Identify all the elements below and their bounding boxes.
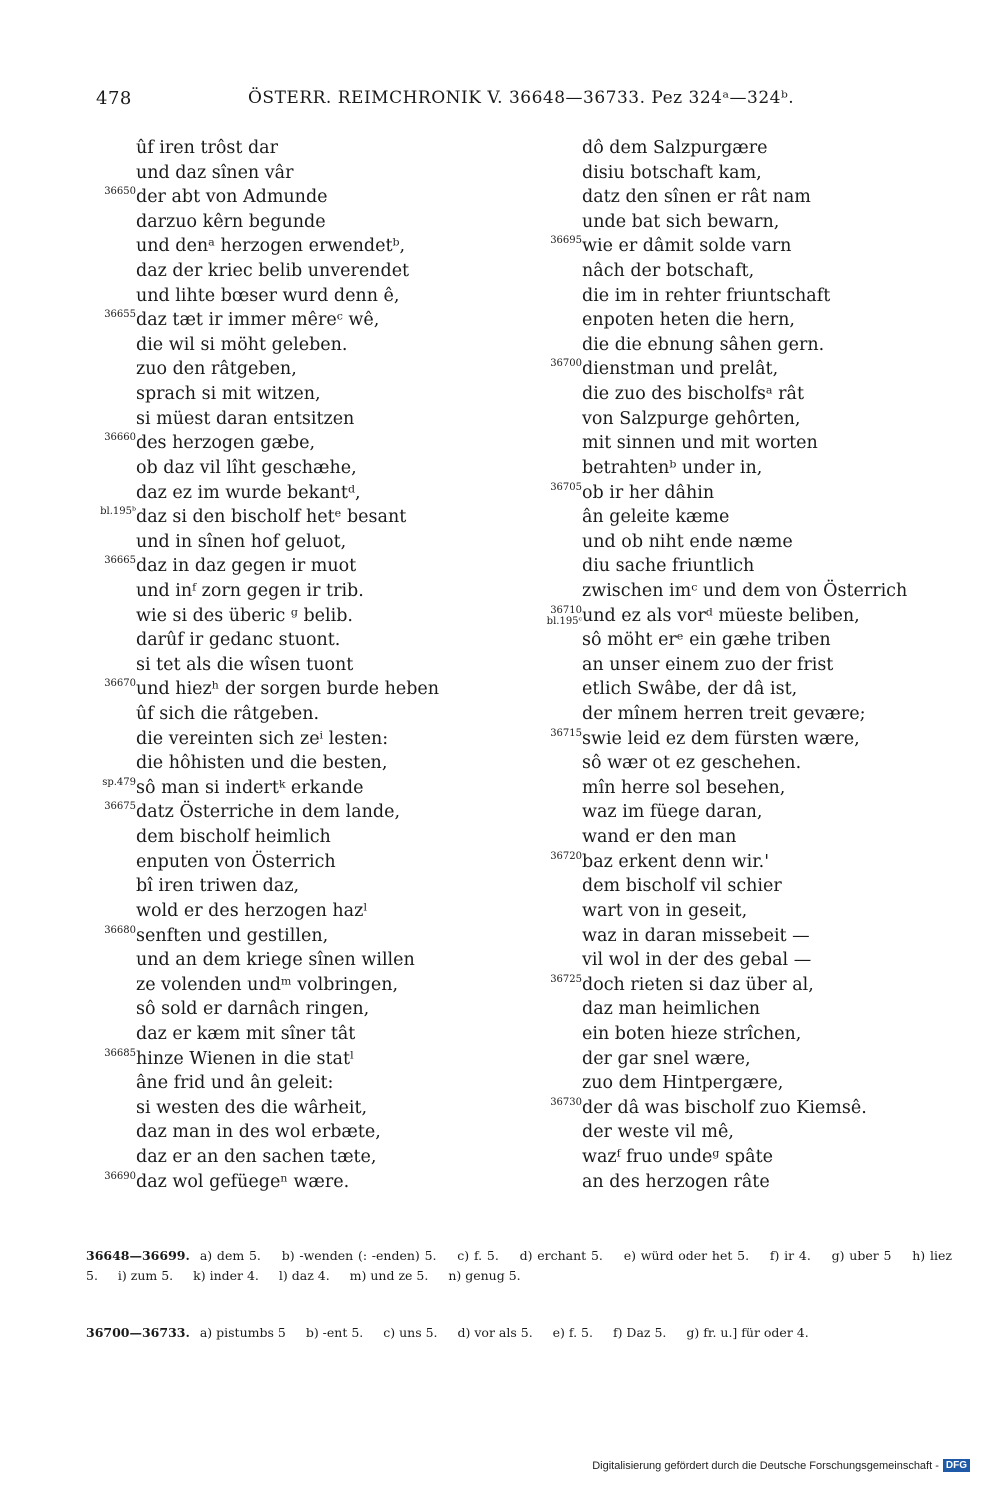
verse-text: und ob niht ende næme [582, 531, 793, 552]
verse-line [86, 136, 486, 161]
verse-line [532, 776, 952, 801]
line-number: 36695 [550, 235, 582, 247]
verse-text: zuo den râtgeben, [136, 359, 297, 380]
line-number: bl.195ᵇ [100, 506, 136, 518]
verse-line [86, 628, 486, 653]
verse-line [86, 751, 486, 776]
verse-text: ûf sich die râtgeben. [136, 704, 320, 725]
verse-line [532, 1022, 952, 1047]
verse-text: daz si den bischolf hetᵉ besant [136, 507, 407, 528]
verse-line [532, 727, 952, 752]
verse-text: daz er an den sachen tæte, [136, 1146, 377, 1167]
line-number: 36655 [104, 309, 136, 321]
verse-text: dienstman und prelât, [582, 359, 779, 380]
verse-text: an unser einem zuo der frist [582, 654, 834, 675]
verse-line [86, 210, 486, 235]
verse-text: datz den sînen er rât nam [582, 187, 811, 208]
line-number: 36700 [550, 358, 582, 370]
verse-text: ze volenden undᵐ volbringen, [136, 974, 399, 995]
verse-line [86, 800, 486, 825]
verse-line [86, 874, 486, 899]
line-number: 36705 [550, 481, 582, 493]
verse-text: zwischen imᶜ und dem von Österrich [582, 580, 908, 601]
line-number: 36650 [104, 186, 136, 198]
verse-text: darûf ir gedanc stuont. [136, 630, 341, 651]
verse-text: dem bischolf heimlich [136, 827, 331, 848]
verse-line [86, 1145, 486, 1170]
verse-line [532, 579, 952, 604]
verse-text: wold er des herzogen hazˡ [136, 900, 368, 921]
apparatus-note: g) fr. u.] für oder 4. [686, 1325, 809, 1340]
verse-text: des herzogen gæbe, [136, 433, 316, 454]
verse-text: daz in daz gegen ir muot [136, 556, 357, 577]
verse-text: der abt von Admunde [136, 187, 328, 208]
verse-line [86, 850, 486, 875]
verse-text: und inᶠ zorn gegen ir trib. [136, 580, 364, 601]
verse-text: waz im füege daran, [582, 802, 763, 823]
line-number: 36690 [104, 1170, 136, 1182]
verse-text: und an dem kriege sînen willen [136, 950, 415, 971]
verse-text: nâch der botschaft, [582, 261, 755, 282]
verse-text: und in sînen hof geluot, [136, 531, 347, 552]
verse-text: sprach si mit witzen, [136, 384, 321, 405]
verse-text: daz der kriec belib unverendet [136, 261, 410, 282]
running-title: ÖSTERR. REIMCHRONIK V. 36648—36733. Pez 324ᵃ—324ᵇ. [248, 88, 795, 108]
apparatus-note: c) uns 5. [383, 1325, 438, 1340]
verse-line [532, 997, 952, 1022]
verse-line [532, 505, 952, 530]
apparatus-note: m) und ze 5. [349, 1268, 429, 1283]
right-verse-column [532, 136, 952, 1194]
apparatus-note: c) f. 5. [457, 1248, 499, 1263]
apparatus-note: b) -ent 5. [305, 1325, 364, 1340]
verse-text: si tet als die wîsen tuont [136, 654, 354, 675]
verse-text: mîn herre sol besehen, [582, 777, 786, 798]
verse-line [86, 456, 486, 481]
verse-text: die die ebnung sâhen gern. [582, 334, 825, 355]
apparatus-note: d) erchant 5. [519, 1248, 603, 1263]
verse-text: ein boten hieze strîchen, [582, 1023, 802, 1044]
verse-text: âne frid und ân geleit: [136, 1073, 334, 1094]
verse-text: wazᶠ fruo undeᵍ spâte [582, 1146, 773, 1167]
verse-text: baz erkent denn wir.' [582, 851, 770, 872]
line-number: 36685 [104, 1047, 136, 1059]
verse-line [532, 1047, 952, 1072]
verse-line [86, 1047, 486, 1072]
verse-text: ob ir her dâhin [582, 482, 715, 503]
apparatus-note: a) pistumbs 5 [199, 1325, 286, 1340]
apparatus-note: e) f. 5. [552, 1325, 593, 1340]
verse-text: von Salzpurge gehôrten, [582, 408, 801, 429]
verse-text: vil wol in der des gebal — [582, 950, 812, 971]
verse-text: sô wær ot ez geschehen. [582, 753, 802, 774]
verse-text: der dâ was bischolf zuo Kiemsê. [582, 1097, 867, 1118]
verse-line [86, 727, 486, 752]
apparatus-note: f) ir 4. [769, 1248, 811, 1263]
line-number: 36710 bl.195ᶜ [546, 604, 582, 627]
verse-line [532, 1170, 952, 1195]
verse-text: der mînem herren treit gevære; [582, 704, 866, 725]
verse-line [86, 284, 486, 309]
verse-line [532, 382, 952, 407]
verse-text: und denᵃ herzogen erwendetᵇ, [136, 236, 406, 257]
verse-line [86, 1022, 486, 1047]
verse-text: disiu botschaft kam, [582, 162, 762, 183]
critical-apparatus-block [86, 1246, 952, 1286]
verse-line [86, 1120, 486, 1145]
verse-line [532, 210, 952, 235]
verse-line [86, 382, 486, 407]
verse-line [532, 234, 952, 259]
verse-line [532, 751, 952, 776]
verse-text: daz wol gefüegeⁿ wære. [136, 1171, 350, 1192]
verse-text: datz Österriche in dem lande, [136, 802, 401, 823]
running-header [96, 88, 850, 116]
verse-line [532, 628, 952, 653]
line-number: 36715 [550, 727, 582, 739]
verse-text: sô man si indertᵏ erkande [136, 777, 364, 798]
line-number: 36665 [104, 555, 136, 567]
verse-line [86, 702, 486, 727]
verse-line [86, 357, 486, 382]
verse-line [86, 407, 486, 432]
apparatus-note: l) daz 4. [278, 1268, 330, 1283]
line-number: 36660 [104, 432, 136, 444]
verse-line [532, 948, 952, 973]
verse-line [532, 653, 952, 678]
verse-line [86, 776, 486, 801]
verse-text: daz tæt ir immer mêreᶜ wê, [136, 310, 380, 331]
left-verse-column [86, 136, 486, 1194]
verse-line [532, 407, 952, 432]
verse-line [532, 899, 952, 924]
verse-text: daz ez im wurde bekantᵈ, [136, 482, 361, 503]
verse-text: wart von in geseit, [582, 900, 748, 921]
verse-line [532, 1096, 952, 1121]
verse-text: und hiezʰ der sorgen burde heben [136, 679, 440, 700]
apparatus-note: k) inder 4. [193, 1268, 259, 1283]
verse-line [86, 604, 486, 629]
line-number: 36675 [104, 801, 136, 813]
apparatus-line-range: 36700—36733. [86, 1325, 190, 1340]
verse-text: daz man in des wol erbæte, [136, 1122, 381, 1143]
verse-text: unde bat sich bewarn, [582, 211, 780, 232]
apparatus-note: b) -wenden (: -enden) 5. [281, 1248, 437, 1263]
verse-line [532, 481, 952, 506]
verse-text: etlich Swâbe, der dâ ist, [582, 679, 798, 700]
verse-line [532, 357, 952, 382]
verse-line [86, 234, 486, 259]
apparatus-note: n) genug 5. [448, 1268, 521, 1283]
verse-line [532, 850, 952, 875]
verse-text: ob daz vil lîht geschæhe, [136, 457, 357, 478]
verse-text: und ez als vorᵈ müeste beliben, [582, 605, 860, 626]
verse-line [86, 653, 486, 678]
verse-text: hinze Wienen in die statˡ [136, 1048, 355, 1069]
verse-line [86, 1170, 486, 1195]
page-number: 478 [96, 88, 132, 109]
verse-text: die hôhisten und die besten, [136, 753, 388, 774]
apparatus-note: i) zum 5. [117, 1268, 174, 1283]
verse-line [532, 161, 952, 186]
verse-line [86, 431, 486, 456]
critical-apparatus-block [86, 1323, 952, 1343]
verse-text: si westen des die wârheit, [136, 1097, 368, 1118]
verse-line [532, 554, 952, 579]
line-number: 36730 [550, 1096, 582, 1108]
verse-line [86, 924, 486, 949]
verse-line [86, 825, 486, 850]
digitization-credit [592, 1459, 970, 1472]
verse-line [86, 185, 486, 210]
verse-line [86, 579, 486, 604]
apparatus-note: e) würd oder het 5. [623, 1248, 750, 1263]
line-number: 36725 [550, 973, 582, 985]
verse-text: an des herzogen râte [582, 1171, 770, 1192]
verse-line [532, 333, 952, 358]
verse-text: sô sold er darnâch ringen, [136, 999, 370, 1020]
verse-line [86, 481, 486, 506]
verse-line [532, 973, 952, 998]
verse-line [86, 677, 486, 702]
verse-line [532, 259, 952, 284]
verse-line [532, 185, 952, 210]
verse-line [86, 899, 486, 924]
verse-text: der weste vil mê, [582, 1122, 734, 1143]
verse-line [532, 308, 952, 333]
verse-line [532, 456, 952, 481]
verse-text: diu sache friuntlich [582, 556, 755, 577]
verse-line [532, 677, 952, 702]
verse-text: dem bischolf vil schier [582, 876, 782, 897]
verse-line [86, 505, 486, 530]
verse-line [532, 530, 952, 555]
verse-line [532, 924, 952, 949]
verse-line [532, 1071, 952, 1096]
verse-text: wand er den man [582, 827, 737, 848]
verse-text: enputen von Österrich [136, 851, 336, 872]
verse-line [532, 874, 952, 899]
verse-text: die wil si möht geleben. [136, 334, 348, 355]
line-number: 36680 [104, 924, 136, 936]
verse-text: bî iren triwen daz, [136, 876, 300, 897]
verse-text: mit sinnen und mit worten [582, 433, 818, 454]
verse-line [532, 825, 952, 850]
verse-line [532, 604, 952, 629]
verse-text: wie er dâmit solde varn [582, 236, 792, 257]
dfg-logo: DFG [943, 1459, 970, 1472]
verse-text: daz man heimlichen [582, 999, 760, 1020]
verse-text: senften und gestillen, [136, 925, 329, 946]
verse-text: darzuo kêrn begunde [136, 211, 326, 232]
verse-line [532, 431, 952, 456]
line-number: sp.479 [102, 776, 136, 788]
verse-text: der gar snel wære, [582, 1048, 751, 1069]
apparatus-note: d) vor als 5. [457, 1325, 533, 1340]
verse-line [532, 702, 952, 727]
verse-text: die vereinten sich zeⁱ lesten: [136, 728, 389, 749]
verse-text: daz er kæm mit sîner tât [136, 1023, 356, 1044]
apparatus-note: a) dem 5. [199, 1248, 261, 1263]
verse-line [532, 284, 952, 309]
verse-line [532, 1145, 952, 1170]
verse-text: enpoten heten die hern, [582, 310, 795, 331]
verse-text: ân geleite kæme [582, 507, 730, 528]
verse-text: dô dem Salzpurgære [582, 138, 768, 158]
verse-line [532, 136, 952, 161]
apparatus-note: g) uber 5 [831, 1248, 892, 1263]
verse-line [86, 948, 486, 973]
verse-line [86, 973, 486, 998]
verse-text: wie si des überic ᵍ belib. [136, 605, 353, 626]
verse-line [86, 333, 486, 358]
verse-line [86, 1096, 486, 1121]
verse-text: waz in daran missebeit — [582, 925, 810, 946]
verse-line [86, 308, 486, 333]
line-number: 36720 [550, 850, 582, 862]
verse-text: ûf iren trôst dar [136, 138, 278, 158]
verse-text: swie leid ez dem fürsten wære, [582, 728, 860, 749]
apparatus-note: f) Daz 5. [612, 1325, 667, 1340]
verse-text: die zuo des bischolfsᵃ rât [582, 384, 804, 405]
verse-line [86, 259, 486, 284]
verse-line [86, 1071, 486, 1096]
verse-text: und lihte bœser wurd denn ê, [136, 285, 400, 306]
verse-line [86, 554, 486, 579]
verse-line [86, 530, 486, 555]
verse-text: doch rieten si daz über al, [582, 974, 814, 995]
verse-line [86, 161, 486, 186]
verse-text: und daz sînen vâr [136, 162, 294, 183]
apparatus-note: h) liez 5. [86, 1248, 952, 1283]
verse-text: betrahtenᵇ under in, [582, 457, 763, 478]
verse-line [86, 997, 486, 1022]
verse-line [532, 1120, 952, 1145]
verse-text: si müest daran entsitzen [136, 408, 355, 429]
apparatus-line-range: 36648—36699. [86, 1248, 190, 1263]
verse-text: zuo dem Hintpergære, [582, 1073, 784, 1094]
line-number: 36670 [104, 678, 136, 690]
verse-text: die im in rehter friuntschaft [582, 285, 831, 306]
credit-text: Digitalisierung gefördert durch die Deutsche Forschungsgemeinschaft - [592, 1459, 939, 1472]
verse-line [532, 800, 952, 825]
verse-text: sô möht erᵉ ein gæhe triben [582, 630, 831, 651]
